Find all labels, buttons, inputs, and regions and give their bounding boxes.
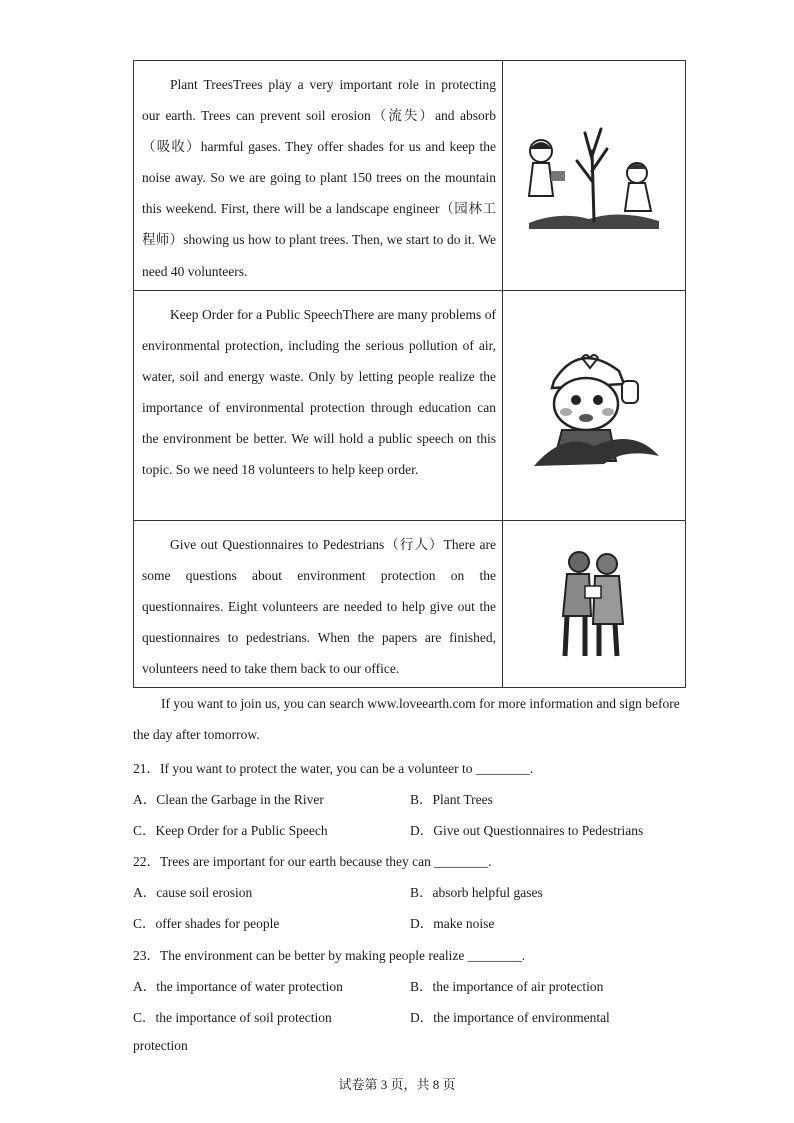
question-22-option-c: C．offer shades for people bbox=[133, 916, 280, 931]
question-21-option-a: A．Clean the Garbage in the River bbox=[133, 792, 324, 807]
activity-cell-public-speech bbox=[134, 291, 503, 521]
planting-tree-illustration bbox=[519, 111, 669, 241]
question-23-stem: 23．The environment can be better by making people realize ________. bbox=[133, 948, 526, 963]
closing-paragraph bbox=[133, 688, 686, 750]
question-21-option-c: C．Keep Order for a Public Speech bbox=[133, 823, 328, 838]
question-23-option-b: B．the importance of air protection bbox=[410, 979, 604, 994]
activity-cell-plant-trees bbox=[134, 61, 503, 291]
question-21-stem: 21．If you want to protect the water, you can be a volunteer to ________. bbox=[133, 761, 534, 776]
illustration-cell bbox=[503, 521, 686, 688]
illustration-cell bbox=[503, 291, 686, 521]
question-22-option-d: D．make noise bbox=[410, 916, 495, 931]
page-footer: 试卷第 3 页，共 8 页 bbox=[338, 1077, 456, 1092]
activity-description: There are many problems of environmental protection, including the serious pollution of air, water, soil and energy waste. Only by letting people realize the importance of environmental protection through education can the environment be better. We will hold a public speech on this topic. So we need 18 volunteers to help keep order. bbox=[142, 307, 497, 478]
question-21-option-d: D．Give out Questionnaires to Pedestrians bbox=[410, 823, 644, 838]
question-23-option-c: C．the importance of soil protection bbox=[133, 1010, 332, 1025]
question-22-option-a: A．cause soil erosion bbox=[133, 885, 253, 900]
activity-table bbox=[133, 60, 686, 688]
question-23-option-d-wrap: protection bbox=[133, 1038, 188, 1053]
activity-description: There are some questions about environment protection on the questionnaires. Eight volunteers are needed to help give out the questionnaires to pedestrians. When the papers are finished, volunteers need to take them back to our office. bbox=[142, 537, 496, 677]
two-people-reading-illustration bbox=[549, 544, 639, 664]
question-23-option-a: A．the importance of water protection bbox=[133, 979, 343, 994]
question-21-option-b: B．Plant Trees bbox=[410, 792, 493, 807]
question-23-option-d: D．the importance of environmental bbox=[410, 1010, 610, 1025]
activity-title: Plant Trees bbox=[170, 77, 233, 92]
illustration-cell bbox=[503, 61, 686, 291]
activity-cell-questionnaires bbox=[134, 521, 503, 688]
closing-text: If you want to join us, you can search www.loveearth.com for more information and sign before the day after tomorrow. bbox=[133, 696, 680, 743]
activity-description: Trees play a very important role in protecting our earth. Trees can prevent soil erosion（流失）and absorb（吸收）harmful gases. They offer shades for us and keep the noise away. So we are going to plant 150 trees on the mountain this weekend. First, there will be a landscape engineer（园林工程师）showing us how to plant trees. Then, we start to do it. We need 40 volunteers. bbox=[142, 77, 496, 279]
question-22-option-b: B．absorb helpful gases bbox=[410, 885, 543, 900]
cartoon-volunteer-illustration bbox=[524, 336, 664, 476]
question-22-stem: 22．Trees are important for our earth because they can ________. bbox=[133, 854, 492, 869]
activity-title: Give out Questionnaires to Pedestrians（行人） bbox=[170, 537, 444, 552]
activity-title: Keep Order for a Public Speech bbox=[170, 307, 343, 322]
